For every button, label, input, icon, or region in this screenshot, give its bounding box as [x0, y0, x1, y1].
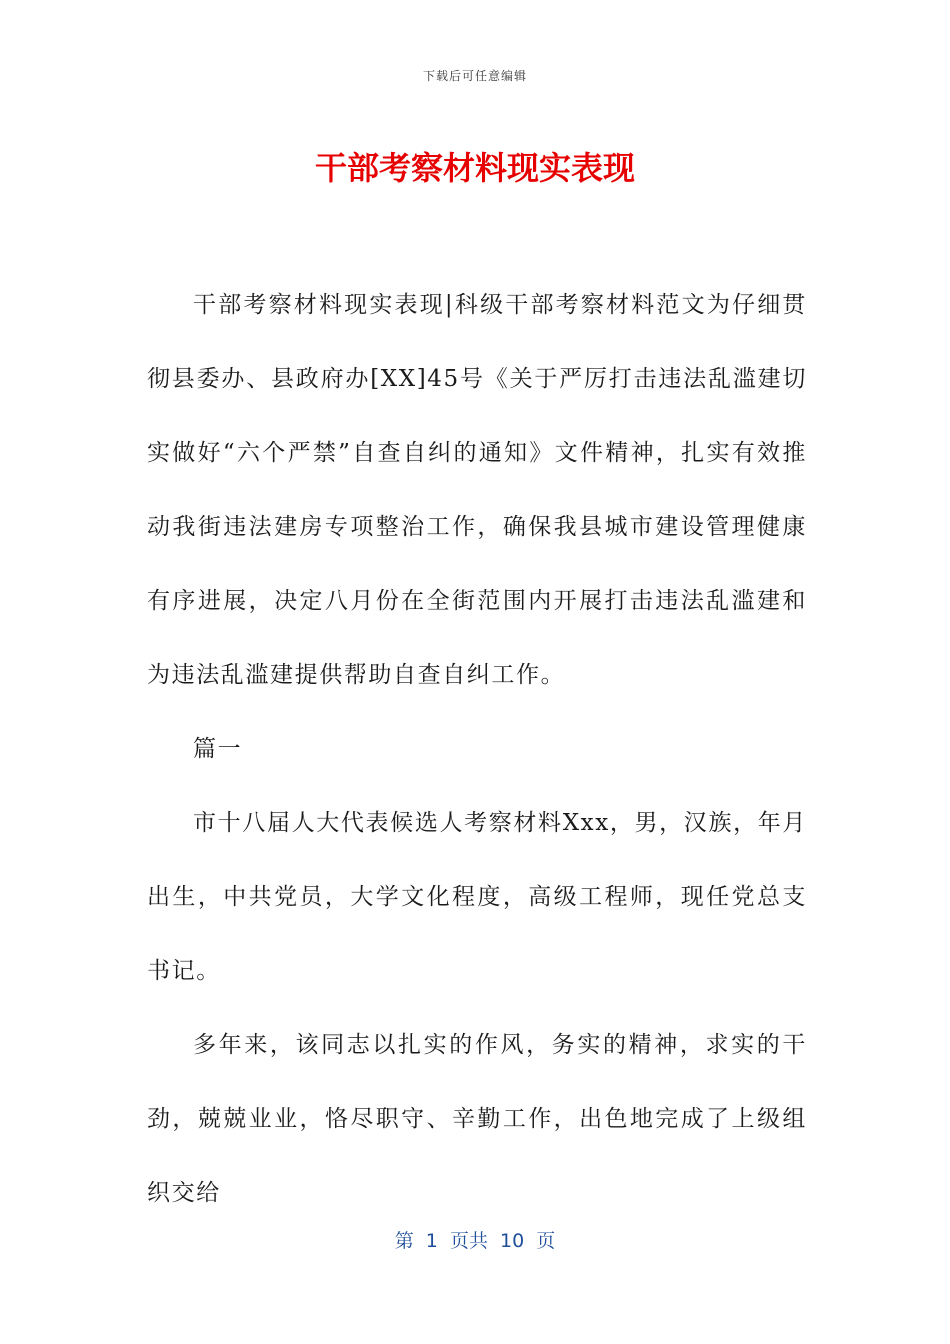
document-title: 干部考察材料现实表现 — [314, 149, 635, 187]
paragraph-section-heading: 篇一 — [193, 736, 243, 762]
page-number-footer: 第 1 页共 10 页 — [394, 1230, 556, 1252]
document-body — [147, 268, 807, 1230]
paragraph-intro: 干部考察材料现实表现|科级干部考察材料范文为仔细贯彻县委办、县政府办[XX]45号《关于严厉打击违法乱滥建切实做好“六个严禁”自查自纠的通知》文件精神，扎实有效推动我街违法建房专项整治工作，确保我县城市建设管理健康有序进展，决定八月份在全街范围内开展打击违法乱滥建和为违法乱滥建提供帮助自查自纠工作。 — [147, 292, 807, 688]
paragraph-performance: 多年来，该同志以扎实的作风，务实的精神，求实的干劲，兢兢业业，恪尽职守、辛勤工作，出色地完成了上级组织交给 — [147, 1032, 807, 1206]
header-note: 下载后可任意编辑 — [422, 69, 527, 83]
paragraph-candidate-info: 市十八届人大代表候选人考察材料Xxx，男，汉族，年月出生，中共党员，大学文化程度，高级工程师，现任党总支书记。 — [147, 810, 807, 984]
